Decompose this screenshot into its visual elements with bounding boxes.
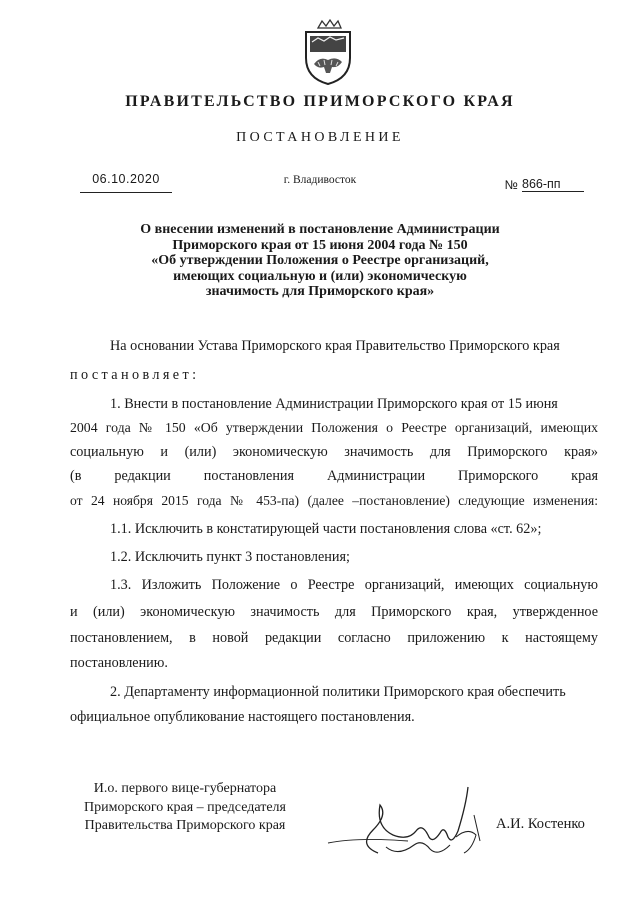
- handwritten-signature-icon: [318, 775, 508, 875]
- coat-of-arms-tiger-icon: [298, 18, 358, 86]
- position-line: Правительства Приморского края: [84, 818, 286, 833]
- body-line: На основании Устава Приморского края Правительство Приморского края: [110, 338, 560, 354]
- number-value: 866-пп: [522, 177, 584, 192]
- heading-line: «Об утверждении Положения о Реестре организаций,: [151, 253, 489, 269]
- signer-name: А.И. Костенко: [496, 816, 585, 832]
- doc-type: ПОСТАНОВЛЕНИЕ: [236, 130, 404, 145]
- body-line: 1.2. Исключить пункт 3 постановления;: [110, 549, 350, 565]
- body-line: официальное опубликование настоящего постановления.: [70, 709, 415, 725]
- body-line: (в редакции постановления Администрации Приморского края: [70, 468, 598, 484]
- heading-line: Приморского края от 15 июня 2004 года № 150: [172, 237, 468, 253]
- document-heading: [100, 222, 540, 300]
- doc-city: г. Владивосток: [283, 174, 357, 186]
- heading-line: значимость для Приморского края»: [205, 284, 435, 300]
- body-line: и (или) экономическую значимость для Приморского края, утвержденное: [70, 604, 598, 620]
- body-line: 2004 года № 150 «Об утверждении Положения о Реестре организаций, имеющих: [70, 420, 598, 435]
- body-line: 1.3. Изложить Положение о Реестре организаций, имеющих социальную: [110, 577, 598, 593]
- body-line: 2. Департаменту информационной политики Приморского края обеспечить: [110, 684, 566, 700]
- body-line: 1. Внести в постановление Администрации Приморского края от 15 июня: [110, 396, 558, 412]
- signatory-position: [60, 780, 310, 836]
- body-line: от 24 ноября 2015 года № 453-па) (далее –постановление) следующие изменения:: [70, 493, 598, 508]
- body-line: социальную и (или) экономическую значимость для Приморского края»: [70, 444, 598, 460]
- position-line: И.о. первого вице-губернатора: [93, 781, 277, 796]
- heading-line: О внесении изменений в постановление Администрации: [140, 222, 500, 237]
- body-line: 1.1. Исключить в констатирующей части постановления слова «ст. 62»;: [110, 521, 542, 537]
- body-line: постановлению.: [70, 655, 168, 671]
- position-line: Приморского края – председателя: [84, 799, 286, 815]
- body-line: постановлением, в новой редакции согласно приложению к настоящему: [70, 630, 598, 646]
- body-line: постановляет:: [70, 367, 200, 383]
- number-label: №: [504, 178, 518, 192]
- doc-date: 06.10.2020: [80, 172, 172, 193]
- heading-line: имеющих социальную и (или) экономическую: [173, 268, 467, 284]
- org-title: ПРАВИТЕЛЬСТВО ПРИМОРСКОГО КРАЯ: [125, 93, 515, 110]
- doc-number: [505, 172, 584, 192]
